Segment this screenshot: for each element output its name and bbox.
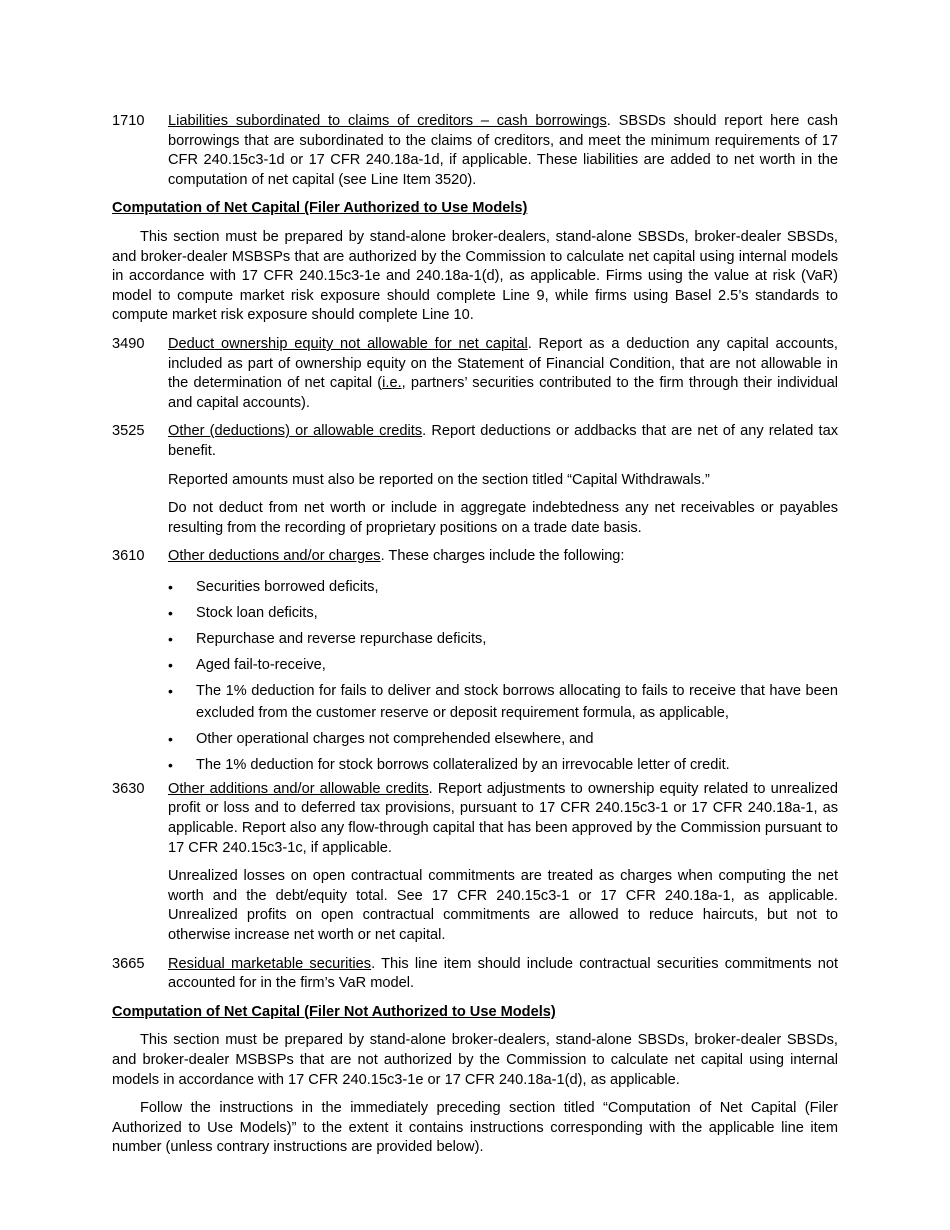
line-item-title: Other additions and/or allowable credits	[168, 780, 429, 797]
line-item-3525	[112, 422, 838, 461]
line-item-3525-para3: Do not deduct from net worth or include in aggregate indebtedness any net receivables or payables resulting from the recording of proprietary positions on a trade date basis.	[168, 500, 838, 536]
list-item: • Other operational charges not comprehended elsewhere, and	[168, 728, 838, 750]
line-item-number: 3665	[112, 955, 145, 972]
line-item-text: . Report adjustments to ownership equity related to unrealized profit or loss and to deferred tax provisions, pursuant to 17 CFR 240.15c3-1 or 17 CFR 240.18a-1, as applicable. Report also any flow-through capital that has been approved by the Commission pursuant to 17 CFR 240.15c3-1c, if applicable.	[168, 780, 838, 856]
line-item-body	[168, 112, 838, 190]
bullet-icon: •	[168, 656, 173, 673]
line-item-title: Residual marketable securities	[168, 955, 372, 972]
section-heading-not-authorized: Computation of Net Capital (Filer Not Authorized to Use Models)	[112, 1003, 556, 1020]
bullet-icon: •	[168, 630, 173, 647]
line-item-body	[168, 547, 838, 567]
line-item-text: . This line item should include contractual securities commitments not accounted for in the firm’s VaR model.	[168, 955, 839, 992]
line-item-3630	[112, 780, 838, 858]
line-item-text: . SBSDs should report here cash borrowings that are subordinated to the claims of creditors, and meet the minimum requirements of 17 CFR 240.15c3-1d or 17 CFR 240.18a-1d, if applicable. These liabilities are added to net worth in the computation of net capital (see Line Item 3520).	[168, 113, 839, 188]
list-item: • Repurchase and reverse repurchase deficits,	[168, 628, 838, 650]
line-item-text: . These charges include the following:	[380, 548, 625, 565]
bullet-icon: •	[168, 604, 173, 621]
section-para-not-authorized: Follow the instructions in the immediately preceding section titled “Computation of Net Capital (Filer Authorized to Use Models)” to the extent it contains instructions corresponding with the applicable line item number (unless contrary instructions are provided below).	[112, 1100, 838, 1156]
line-item-3610	[112, 547, 838, 567]
bullet-icon: •	[168, 682, 173, 699]
bullet-icon: •	[168, 578, 173, 595]
line-item-body	[168, 422, 838, 461]
line-item-number: 3610	[112, 548, 145, 565]
line-item-body	[168, 335, 838, 413]
bullet-icon: •	[168, 756, 173, 773]
charges-bullet-list	[168, 576, 838, 776]
line-item-title: Liabilities subordinated to claims of creditors – cash borrowings	[168, 113, 607, 129]
list-item: • Aged fail-to-receive,	[168, 654, 838, 676]
line-item-number: 3490	[112, 335, 145, 352]
line-item-3525-para2: Reported amounts must also be reported on the section titled “Capital Withdrawals.”	[168, 471, 710, 488]
section-intro-authorized: This section must be prepared by stand-alone broker-dealers, stand-alone SBSDs, broker-dealer SBSDs, and broker-dealer MSBSPs that are authorized by the Commission to calculate net capital using internal models in accordance with 17 CFR 240.15c3-1e and 240.18a-1(d), as applicable. Firms using the value at risk (VaR) model to compute market risk exposure should complete Line 9, while firms using Basel 2.5’s standards to compute market risk exposure should complete Line 10.	[112, 228, 838, 324]
bullet-icon: •	[168, 730, 173, 747]
line-item-text: . Report as a deduction any capital accounts, included as part of ownership equity on the Statement of Financial Condition, that are not allowable in the determination of net capital (	[168, 335, 838, 392]
line-item-title: Other deductions and/or charges	[168, 548, 381, 565]
line-item-1710	[112, 112, 838, 190]
ie-abbreviation: i.e.	[382, 375, 402, 392]
line-item-number: 3630	[112, 780, 145, 797]
list-item: • Stock loan deficits,	[168, 602, 838, 624]
line-item-number: 1710	[112, 113, 145, 129]
line-item-title: Other (deductions) or allowable credits	[168, 423, 423, 440]
line-item-body	[168, 955, 838, 994]
line-item-3665	[112, 955, 838, 994]
list-item: • The 1% deduction for fails to deliver and stock borrows allocating to fails to receive that have been excluded from the customer reserve or deposit requirement formula, as applicable,	[168, 680, 838, 724]
section-heading-authorized: Computation of Net Capital (Filer Authorized to Use Models)	[112, 200, 528, 217]
line-item-text: , partners’ securities contributed to the firm through their individual and capital accounts).	[168, 375, 838, 411]
line-item-3630-para2: Unrealized losses on open contractual commitments are treated as charges when computing the net worth and the debt/equity total. See 17 CFR 240.15c3-1 or 17 CFR 240.18a-1, as applicable. Unrealized profits on open contractual commitments are allowed to reduce haircuts, but not to otherwise increase net worth or net capital.	[168, 868, 838, 944]
line-item-text: . Report deductions or addbacks that are net of any related tax benefit.	[168, 423, 838, 459]
list-item: • The 1% deduction for stock borrows collateralized by an irrevocable letter of credit.	[168, 754, 838, 776]
section-intro-not-authorized: This section must be prepared by stand-alone broker-dealers, stand-alone SBSDs, broker-dealer SBSDs, and broker-dealer MSBSPs that are not authorized by the Commission to calculate net capital using internal models in accordance with 17 CFR 240.15c3-1e or 17 CFR 240.18a-1(d), as applicable.	[112, 1032, 838, 1088]
line-item-number: 3525	[112, 423, 145, 440]
line-item-3490	[112, 335, 838, 413]
line-item-body	[168, 780, 838, 858]
line-item-title: Deduct ownership equity not allowable for net capital	[168, 335, 528, 352]
list-item: • Securities borrowed deficits,	[168, 576, 838, 598]
